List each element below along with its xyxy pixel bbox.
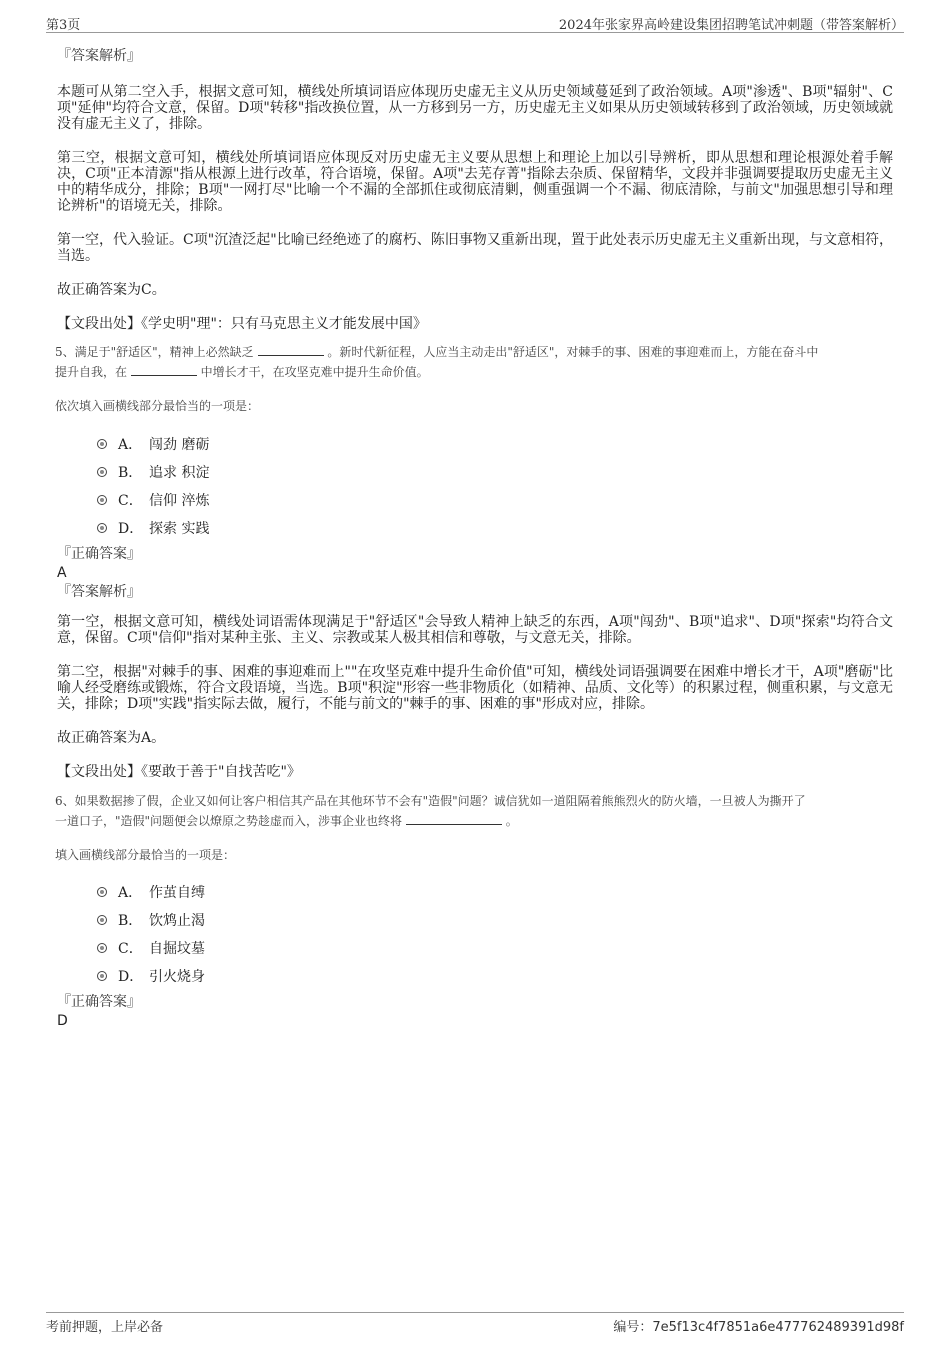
radio-icon[interactable] xyxy=(97,943,107,953)
page-number: 第3页 xyxy=(46,18,81,33)
option-b[interactable] xyxy=(57,458,893,486)
option-c[interactable] xyxy=(57,934,893,962)
option-text: 信仰 淬炼 xyxy=(149,493,210,509)
option-text: 作茧自缚 xyxy=(149,885,205,901)
option-text: 自掘坟墓 xyxy=(149,941,205,957)
correct-answer: A xyxy=(57,565,67,581)
option-d[interactable] xyxy=(57,962,893,990)
analysis-paragraph: 第一空，代入验证。C项"沉渣泛起"比喻已经绝迹了的腐朽、陈旧事物又重新出现，置于此处表示历史虚无主义重新出现，与文意相符，当选。 xyxy=(57,232,893,264)
radio-icon[interactable] xyxy=(97,887,107,897)
page-header xyxy=(46,12,904,33)
option-letter: D． xyxy=(118,969,144,985)
question-5 xyxy=(57,342,893,780)
code-value: 7e5f13c4f7851a6e477762489391d98f xyxy=(652,1320,904,1335)
option-d[interactable] xyxy=(57,514,893,542)
option-text: 引火烧身 xyxy=(149,969,205,985)
analysis-paragraph: 本题可从第二空入手，根据文意可知，横线处所填词语应体现历史虚无主义从历史领域蔓延到了政治领域。A项"渗透"、B项"辐射"、C项"延伸"均符合文意，保留。D项"转移"指改换位置，从一方移到另一方，历史虚无主义如果从历史领域转移到了政治领域，历史领域就没有虚无主义了，排除。 xyxy=(57,84,893,132)
analysis-label: 『答案解析』 xyxy=(57,584,141,600)
answer-blank xyxy=(406,812,502,825)
radio-icon[interactable] xyxy=(97,439,107,449)
analysis-label: 『答案解析』 xyxy=(57,48,141,64)
option-letter: B． xyxy=(118,913,143,929)
question-stem xyxy=(55,342,893,382)
stem-text: 提升自我，在 xyxy=(55,365,128,379)
correct-answer-label: 『正确答案』 xyxy=(57,994,141,1010)
radio-icon[interactable] xyxy=(97,971,107,981)
answer-blank xyxy=(131,363,197,376)
source-citation: 【文段出处】《学史明"理"：只有马克思主义才能发展中国》 xyxy=(57,316,427,332)
option-letter: C． xyxy=(118,941,143,957)
option-letter: D． xyxy=(118,521,144,537)
option-text: 追求 积淀 xyxy=(149,465,210,481)
radio-icon[interactable] xyxy=(97,523,107,533)
analysis-conclusion: 故正确答案为A。 xyxy=(57,730,166,746)
stem-text: 6、如果数据掺了假，企业又如何让客户相信其产品在其他环节不会有"造假"问题？诚信犹如一道阻隔着熊熊烈火的防火墙，一旦被人为撕开了 xyxy=(55,794,806,808)
stem-text: 。新时代新征程，人应当主动走出"舒适区"，对棘手的事、困难的事迎难而上，方能在奋斗中 xyxy=(327,345,819,359)
stem-text: 5、满足于"舒适区"，精神上必然缺乏 xyxy=(55,345,254,359)
analysis-paragraph: 第一空，根据文意可知，横线处词语需体现满足于"舒适区"会导致人精神上缺乏的东西，A项"闯劲"、B项"追求"、D项"探索"均符合文意，保留。C项"信仰"指对某种主张、主义、宗教或某人极其相信和尊敬，与文意无关，排除。 xyxy=(57,614,893,646)
document-title: 2024年张家界高岭建设集团招聘笔试冲刺题（带答案解析） xyxy=(558,18,904,33)
stem-text: 中增长才干，在攻坚克难中提升生命价值。 xyxy=(200,365,429,379)
code-label: 编号： xyxy=(613,1320,653,1335)
options-list xyxy=(57,430,893,542)
answer-blank xyxy=(258,343,324,356)
option-b[interactable] xyxy=(57,906,893,934)
correct-answer: D xyxy=(57,1013,68,1029)
options-list xyxy=(57,878,893,990)
option-a[interactable] xyxy=(57,430,893,458)
radio-icon[interactable] xyxy=(97,495,107,505)
radio-icon[interactable] xyxy=(97,467,107,477)
option-letter: B． xyxy=(118,465,143,481)
option-text: 探索 实践 xyxy=(149,521,210,537)
analysis-paragraph: 第二空，根据"对棘手的事、困难的事迎难而上""在攻坚克难中提升生命价值"可知，横线处词语强调要在困难中增长才干，A项"磨砺"比喻人经受磨练或锻炼，符合文段语境，当选。B项"积淀"形容一些非物质化（如精神、品质、文化等）的积累过程，侧重积累，与文意无关，排除；D项"实践"指实际去做，履行，不能与前文的"棘手的事、困难的事"形成对应，排除。 xyxy=(57,664,893,712)
correct-answer-label: 『正确答案』 xyxy=(57,546,141,562)
page-footer xyxy=(46,1312,904,1333)
analysis-conclusion: 故正确答案为C。 xyxy=(57,282,166,298)
question-stem xyxy=(55,791,893,831)
page-content xyxy=(57,44,893,1030)
stem-text: 一道口子，"造假"问题便会以燎原之势趁虚而入，涉事企业也终将 xyxy=(55,814,403,828)
option-letter: C． xyxy=(118,493,143,509)
question-prompt: 填入画横线部分最恰当的一项是： xyxy=(55,848,236,862)
option-text: 闯劲 磨砺 xyxy=(149,437,210,453)
analysis-paragraph: 第三空，根据文意可知，横线处所填词语应体现反对历史虚无主义要从思想上和理论上加以引导辨析，即从思想和理论根源处着手解决，C项"正本清源"指从根源上进行改革，符合语境，保留。A项"去芜存菁"指除去杂质、保留精华，文段并非强调要提取历史虚无主义中的精华成分，排除；B项"一网打尽"比喻一个不漏的全部抓住或彻底清剿，侧重强调一个不漏、彻底清除，与前文"加强思想引导和理论辨析"的语境无关，排除。 xyxy=(57,150,893,214)
option-c[interactable] xyxy=(57,486,893,514)
option-a[interactable] xyxy=(57,878,893,906)
radio-icon[interactable] xyxy=(97,915,107,925)
question-prompt: 依次填入画横线部分最恰当的一项是： xyxy=(55,399,260,413)
option-text: 饮鸩止渴 xyxy=(149,913,205,929)
source-citation: 【文段出处】《要敢于善于"自找苦吃"》 xyxy=(57,764,301,780)
option-letter: A． xyxy=(118,437,143,453)
document-code xyxy=(613,1316,904,1335)
stem-text: 。 xyxy=(505,814,518,828)
option-letter: A． xyxy=(118,885,143,901)
footer-note: 考前押题，上岸必备 xyxy=(46,1320,164,1335)
question-6 xyxy=(57,791,893,1030)
